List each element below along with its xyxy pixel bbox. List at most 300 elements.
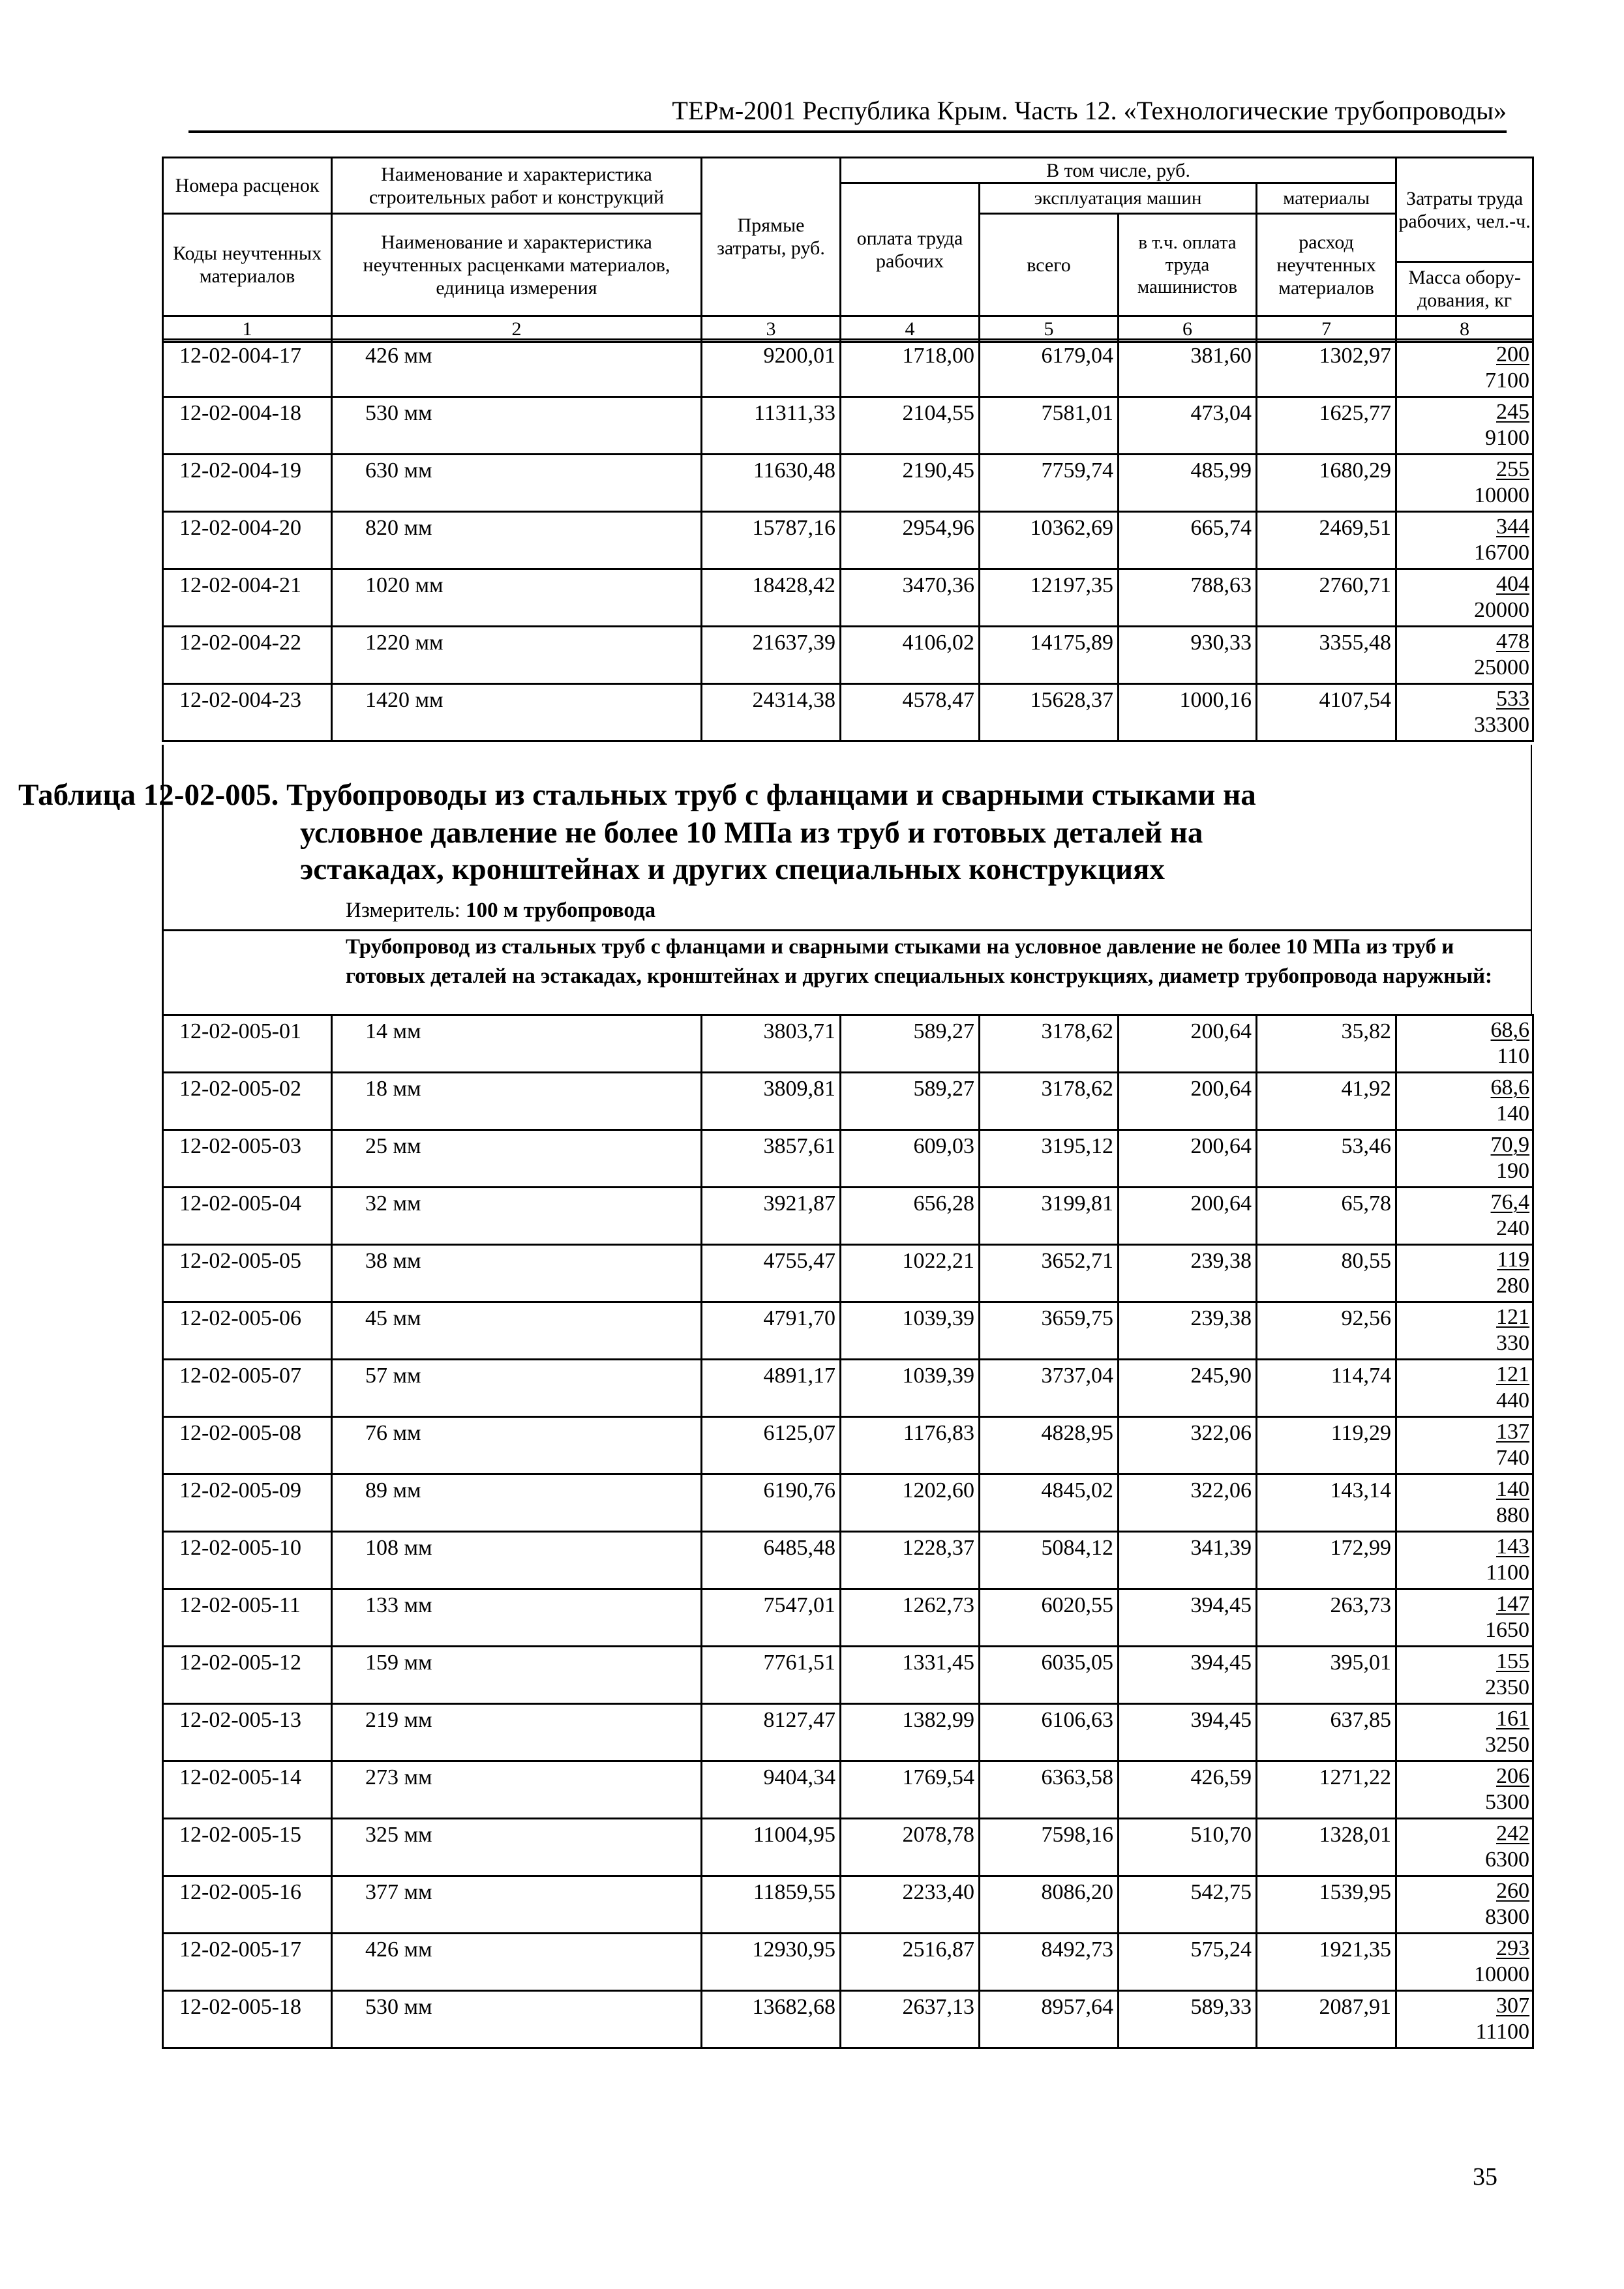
labor-and-mass xyxy=(1396,1761,1533,1819)
header-machinists-pay: в т.ч. оплата труда машинистов xyxy=(1119,214,1257,316)
direct-costs: 21637,39 xyxy=(702,627,841,684)
rate-code: 12-02-004-19 xyxy=(163,455,332,512)
materials-cost: 1271,22 xyxy=(1257,1761,1396,1819)
labor-hours: 200 xyxy=(1496,342,1529,367)
rate-code: 12-02-005-08 xyxy=(163,1417,332,1474)
rate-code: 12-02-004-23 xyxy=(163,684,332,741)
direct-costs: 11311,33 xyxy=(702,397,841,455)
materials-cost: 1302,97 xyxy=(1257,340,1396,397)
labor-hours: 68,6 xyxy=(1490,1075,1529,1100)
direct-costs: 11004,95 xyxy=(702,1819,841,1876)
labor-and-mass xyxy=(1396,1819,1533,1876)
machines-total: 8492,73 xyxy=(980,1934,1119,1991)
table-row xyxy=(163,397,1533,455)
equipment-mass: 110 xyxy=(1497,1044,1529,1068)
table-12-02-005-rows xyxy=(162,1014,1534,2049)
table-header xyxy=(162,157,1534,343)
machines-total: 6363,58 xyxy=(980,1761,1119,1819)
labor-pay: 2190,45 xyxy=(841,455,980,512)
table-row xyxy=(163,627,1533,684)
header-labor-pay: оплата труда рабочих xyxy=(841,183,980,316)
equipment-mass: 740 xyxy=(1496,1446,1529,1470)
table-title-line-3: эстакадах, кронштейнах и других специальных конструкциях xyxy=(300,852,1165,886)
machinists-pay: 510,70 xyxy=(1119,1819,1257,1876)
pipe-diameter: 820 мм xyxy=(332,512,702,569)
table-row xyxy=(163,340,1533,397)
table-row xyxy=(163,569,1533,627)
direct-costs: 3857,61 xyxy=(702,1130,841,1188)
labor-pay: 1202,60 xyxy=(841,1474,980,1532)
rate-code: 12-02-005-02 xyxy=(163,1073,332,1130)
pipe-diameter: 89 мм xyxy=(332,1474,702,1532)
column-number: 3 xyxy=(702,316,841,342)
direct-costs: 4791,70 xyxy=(702,1302,841,1360)
machinists-pay: 394,45 xyxy=(1119,1647,1257,1704)
column-number: 1 xyxy=(163,316,332,342)
direct-costs: 24314,38 xyxy=(702,684,841,741)
table-row xyxy=(163,1474,1533,1532)
pipe-diameter: 630 мм xyxy=(332,455,702,512)
labor-pay: 609,03 xyxy=(841,1130,980,1188)
equipment-mass: 280 xyxy=(1496,1274,1529,1298)
header-unaccounted-codes: Коды неучтенных материалов xyxy=(163,214,332,316)
rate-code: 12-02-004-17 xyxy=(163,340,332,397)
rate-code: 12-02-005-04 xyxy=(163,1188,332,1245)
header-work-name: Наименование и характеристика строительных работ и конструкций xyxy=(332,158,702,214)
rate-code: 12-02-005-14 xyxy=(163,1761,332,1819)
rate-code: 12-02-005-17 xyxy=(163,1934,332,1991)
direct-costs: 4891,17 xyxy=(702,1360,841,1417)
header-including: В том числе, руб. xyxy=(841,158,1396,183)
table-row xyxy=(163,1360,1533,1417)
rate-code: 12-02-005-12 xyxy=(163,1647,332,1704)
labor-and-mass xyxy=(1396,1360,1533,1417)
machines-total: 3195,12 xyxy=(980,1130,1119,1188)
table-row xyxy=(163,1188,1533,1245)
header-machines-total: всего xyxy=(980,214,1119,316)
table-row xyxy=(163,512,1533,569)
pipe-diameter: 18 мм xyxy=(332,1073,702,1130)
pipe-diameter: 1420 мм xyxy=(332,684,702,741)
machines-total: 4845,02 xyxy=(980,1474,1119,1532)
pipe-diameter: 32 мм xyxy=(332,1188,702,1245)
labor-and-mass xyxy=(1396,397,1533,455)
machinists-pay: 239,38 xyxy=(1119,1302,1257,1360)
machines-total: 10362,69 xyxy=(980,512,1119,569)
machines-total: 7598,16 xyxy=(980,1819,1119,1876)
machinists-pay: 341,39 xyxy=(1119,1532,1257,1589)
labor-hours: 76,4 xyxy=(1490,1190,1529,1214)
equipment-mass: 240 xyxy=(1496,1216,1529,1240)
machinists-pay: 245,90 xyxy=(1119,1360,1257,1417)
running-head-text: ТЕРм-2001 Республика Крым. Часть 12. «Технологические трубопроводы» xyxy=(672,96,1507,125)
table-row xyxy=(163,1073,1533,1130)
rate-code: 12-02-004-20 xyxy=(163,512,332,569)
table-row xyxy=(163,1245,1533,1302)
direct-costs: 6485,48 xyxy=(702,1532,841,1589)
labor-pay: 4106,02 xyxy=(841,627,980,684)
equipment-mass: 190 xyxy=(1496,1159,1529,1183)
materials-cost: 1539,95 xyxy=(1257,1876,1396,1934)
direct-costs: 6190,76 xyxy=(702,1474,841,1532)
labor-pay: 2104,55 xyxy=(841,397,980,455)
labor-pay: 589,27 xyxy=(841,1015,980,1073)
machinists-pay: 200,64 xyxy=(1119,1130,1257,1188)
labor-pay: 3470,36 xyxy=(841,569,980,627)
labor-hours: 147 xyxy=(1496,1592,1529,1616)
labor-hours: 143 xyxy=(1496,1534,1529,1559)
pipe-diameter: 108 мм xyxy=(332,1532,702,1589)
labor-hours: 533 xyxy=(1496,687,1529,711)
labor-and-mass xyxy=(1396,1073,1533,1130)
labor-and-mass xyxy=(1396,627,1533,684)
table-row xyxy=(163,684,1533,741)
labor-and-mass xyxy=(1396,1245,1533,1302)
materials-cost: 1921,35 xyxy=(1257,1934,1396,1991)
machinists-pay: 788,63 xyxy=(1119,569,1257,627)
direct-costs: 11630,48 xyxy=(702,455,841,512)
pipe-diameter: 76 мм xyxy=(332,1417,702,1474)
labor-and-mass xyxy=(1396,1474,1533,1532)
labor-pay: 656,28 xyxy=(841,1188,980,1245)
direct-costs: 8127,47 xyxy=(702,1704,841,1761)
machines-total: 3652,71 xyxy=(980,1245,1119,1302)
table-row xyxy=(163,1934,1533,1991)
pipe-diameter: 377 мм xyxy=(332,1876,702,1934)
labor-hours: 404 xyxy=(1496,572,1529,596)
equipment-mass: 10000 xyxy=(1474,483,1529,507)
materials-cost: 2087,91 xyxy=(1257,1991,1396,2048)
equipment-mass: 20000 xyxy=(1474,598,1529,622)
pipe-diameter: 426 мм xyxy=(332,340,702,397)
rate-code: 12-02-005-18 xyxy=(163,1991,332,2048)
labor-and-mass xyxy=(1396,1647,1533,1704)
rate-code: 12-02-005-03 xyxy=(163,1130,332,1188)
machines-total: 14175,89 xyxy=(980,627,1119,684)
equipment-mass: 5300 xyxy=(1485,1790,1529,1814)
equipment-mass: 7100 xyxy=(1485,368,1529,393)
pipe-diameter: 45 мм xyxy=(332,1302,702,1360)
measurement-unit-label: Измеритель: xyxy=(346,899,460,922)
labor-hours: 307 xyxy=(1496,1994,1529,2018)
labor-pay: 1382,99 xyxy=(841,1704,980,1761)
rate-code: 12-02-004-21 xyxy=(163,569,332,627)
labor-hours: 478 xyxy=(1496,629,1529,653)
machinists-pay: 322,06 xyxy=(1119,1474,1257,1532)
header-materials: материалы xyxy=(1257,183,1396,214)
labor-hours: 68,6 xyxy=(1490,1018,1529,1042)
column-number: 5 xyxy=(980,316,1119,342)
materials-cost: 2469,51 xyxy=(1257,512,1396,569)
table-row xyxy=(163,1819,1533,1876)
labor-hours: 255 xyxy=(1496,457,1529,481)
column-number: 6 xyxy=(1119,316,1257,342)
labor-and-mass xyxy=(1396,1532,1533,1589)
labor-and-mass xyxy=(1396,1704,1533,1761)
rate-code: 12-02-005-09 xyxy=(163,1474,332,1532)
divider xyxy=(162,929,1532,931)
materials-cost: 637,85 xyxy=(1257,1704,1396,1761)
labor-hours: 137 xyxy=(1496,1420,1529,1444)
machines-total: 6106,63 xyxy=(980,1704,1119,1761)
header-unaccounted-names: Наименование и характеристика неучтенных расценками материалов, единица измерения xyxy=(332,214,702,316)
direct-costs: 7547,01 xyxy=(702,1589,841,1647)
machines-total: 8957,64 xyxy=(980,1991,1119,2048)
machines-total: 3178,62 xyxy=(980,1015,1119,1073)
direct-costs: 11859,55 xyxy=(702,1876,841,1934)
labor-pay: 1039,39 xyxy=(841,1360,980,1417)
machines-total: 15628,37 xyxy=(980,684,1119,741)
materials-cost: 41,92 xyxy=(1257,1073,1396,1130)
table-12-02-004-rows xyxy=(162,338,1534,742)
table-row xyxy=(163,1532,1533,1589)
materials-cost: 1680,29 xyxy=(1257,455,1396,512)
labor-pay: 1176,83 xyxy=(841,1417,980,1474)
labor-hours: 344 xyxy=(1496,515,1529,539)
header-direct-costs: Прямые затраты, руб. xyxy=(702,158,841,316)
machinists-pay: 200,64 xyxy=(1119,1015,1257,1073)
equipment-mass: 9100 xyxy=(1485,426,1529,450)
machinists-pay: 485,99 xyxy=(1119,455,1257,512)
table-row xyxy=(163,1589,1533,1647)
labor-pay: 1718,00 xyxy=(841,340,980,397)
materials-cost: 172,99 xyxy=(1257,1532,1396,1589)
direct-costs: 15787,16 xyxy=(702,512,841,569)
pipe-diameter: 159 мм xyxy=(332,1647,702,1704)
machinists-pay: 542,75 xyxy=(1119,1876,1257,1934)
equipment-mass: 33300 xyxy=(1474,713,1529,737)
machines-total: 7581,01 xyxy=(980,397,1119,455)
direct-costs: 9404,34 xyxy=(702,1761,841,1819)
equipment-mass: 11100 xyxy=(1475,2020,1529,2044)
pipe-diameter: 273 мм xyxy=(332,1761,702,1819)
equipment-mass: 2350 xyxy=(1485,1675,1529,1699)
labor-hours: 70,9 xyxy=(1490,1133,1529,1157)
machinists-pay: 665,74 xyxy=(1119,512,1257,569)
equipment-mass: 16700 xyxy=(1474,541,1529,565)
table-title-line-1: Таблица 12-02-005. Трубопроводы из стальных труб с фланцами и сварными стыками на xyxy=(18,778,1256,812)
machinists-pay: 589,33 xyxy=(1119,1991,1257,2048)
header-machine-operation: эксплуатация машин xyxy=(980,183,1257,214)
table-row xyxy=(163,1130,1533,1188)
machines-total: 3178,62 xyxy=(980,1073,1119,1130)
rate-code: 12-02-005-10 xyxy=(163,1532,332,1589)
column-number: 4 xyxy=(841,316,980,342)
direct-costs: 3921,87 xyxy=(702,1188,841,1245)
labor-hours: 161 xyxy=(1496,1707,1529,1731)
labor-and-mass xyxy=(1396,455,1533,512)
direct-costs: 4755,47 xyxy=(702,1245,841,1302)
materials-cost: 80,55 xyxy=(1257,1245,1396,1302)
machines-total: 6035,05 xyxy=(980,1647,1119,1704)
labor-pay: 1331,45 xyxy=(841,1647,980,1704)
labor-pay: 2637,13 xyxy=(841,1991,980,2048)
rate-code: 12-02-005-13 xyxy=(163,1704,332,1761)
labor-pay: 1039,39 xyxy=(841,1302,980,1360)
rate-code: 12-02-005-11 xyxy=(163,1589,332,1647)
materials-cost: 395,01 xyxy=(1257,1647,1396,1704)
header-materials-consumption: расход неучтенных материалов xyxy=(1257,214,1396,316)
equipment-mass: 8300 xyxy=(1485,1905,1529,1929)
equipment-mass: 880 xyxy=(1496,1503,1529,1527)
header-labor-hours: Затраты труда рабочих, чел.-ч. xyxy=(1396,158,1533,262)
equipment-mass: 3250 xyxy=(1485,1733,1529,1757)
materials-cost: 3355,48 xyxy=(1257,627,1396,684)
machinists-pay: 1000,16 xyxy=(1119,684,1257,741)
pipe-diameter: 426 мм xyxy=(332,1934,702,1991)
pipe-diameter: 38 мм xyxy=(332,1245,702,1302)
equipment-mass: 25000 xyxy=(1474,655,1529,680)
pipe-diameter: 219 мм xyxy=(332,1704,702,1761)
labor-and-mass xyxy=(1396,1302,1533,1360)
pipe-diameter: 1020 мм xyxy=(332,569,702,627)
labor-hours: 293 xyxy=(1496,1936,1529,1960)
direct-costs: 3809,81 xyxy=(702,1073,841,1130)
labor-and-mass xyxy=(1396,1876,1533,1934)
labor-pay: 4578,47 xyxy=(841,684,980,741)
materials-cost: 35,82 xyxy=(1257,1015,1396,1073)
equipment-mass: 10000 xyxy=(1474,1962,1529,1986)
pipe-diameter: 530 мм xyxy=(332,1991,702,2048)
labor-and-mass xyxy=(1396,569,1533,627)
materials-cost: 114,74 xyxy=(1257,1360,1396,1417)
direct-costs: 3803,71 xyxy=(702,1015,841,1073)
equipment-mass: 1650 xyxy=(1485,1618,1529,1642)
labor-and-mass xyxy=(1396,1130,1533,1188)
rate-code: 12-02-005-06 xyxy=(163,1302,332,1360)
column-number: 7 xyxy=(1257,316,1396,342)
direct-costs: 9200,01 xyxy=(702,340,841,397)
table-row xyxy=(163,1991,1533,2048)
equipment-mass: 440 xyxy=(1496,1388,1529,1413)
labor-and-mass xyxy=(1396,684,1533,741)
table-section-description: Трубопровод из стальных труб с фланцами и сварными стыками на условное давление не более 10 МПа из труб и готовых деталей на эстакадах, кронштейнах и других специальных конструкциях, диаметр трубопровода наружный: xyxy=(346,935,1493,988)
table-title-line-2: условное давление не более 10 МПа из труб и готовых деталей на xyxy=(300,816,1203,850)
labor-pay: 1769,54 xyxy=(841,1761,980,1819)
labor-and-mass xyxy=(1396,1188,1533,1245)
pipe-diameter: 325 мм xyxy=(332,1819,702,1876)
labor-pay: 2078,78 xyxy=(841,1819,980,1876)
table-row xyxy=(163,1302,1533,1360)
materials-cost: 143,14 xyxy=(1257,1474,1396,1532)
rate-code: 12-02-005-05 xyxy=(163,1245,332,1302)
materials-cost: 263,73 xyxy=(1257,1589,1396,1647)
labor-and-mass xyxy=(1396,1417,1533,1474)
labor-hours: 155 xyxy=(1496,1649,1529,1673)
measurement-unit xyxy=(346,897,655,923)
table-row xyxy=(163,1647,1533,1704)
labor-hours: 121 xyxy=(1496,1305,1529,1329)
direct-costs: 13682,68 xyxy=(702,1991,841,2048)
equipment-mass: 140 xyxy=(1496,1101,1529,1126)
machinists-pay: 381,60 xyxy=(1119,340,1257,397)
labor-and-mass xyxy=(1396,1991,1533,2048)
pipe-diameter: 57 мм xyxy=(332,1360,702,1417)
direct-costs: 7761,51 xyxy=(702,1647,841,1704)
machines-total: 8086,20 xyxy=(980,1876,1119,1934)
machinists-pay: 322,06 xyxy=(1119,1417,1257,1474)
materials-cost: 92,56 xyxy=(1257,1302,1396,1360)
machines-total: 3737,04 xyxy=(980,1360,1119,1417)
labor-hours: 242 xyxy=(1496,1821,1529,1846)
equipment-mass: 330 xyxy=(1496,1331,1529,1355)
equipment-mass: 1100 xyxy=(1486,1561,1529,1585)
equipment-mass: 6300 xyxy=(1485,1848,1529,1872)
labor-hours: 260 xyxy=(1496,1879,1529,1903)
machines-total: 6179,04 xyxy=(980,340,1119,397)
machinists-pay: 473,04 xyxy=(1119,397,1257,455)
table-row xyxy=(163,455,1533,512)
header-equipment-mass: Масса обору-дования, кг xyxy=(1396,262,1533,316)
materials-cost: 65,78 xyxy=(1257,1188,1396,1245)
pipe-diameter: 1220 мм xyxy=(332,627,702,684)
labor-hours: 245 xyxy=(1496,400,1529,424)
materials-cost: 1328,01 xyxy=(1257,1819,1396,1876)
machinists-pay: 200,64 xyxy=(1119,1188,1257,1245)
page-number: 35 xyxy=(1473,2163,1497,2191)
table-row xyxy=(163,1417,1533,1474)
labor-pay: 1022,21 xyxy=(841,1245,980,1302)
machines-total: 6020,55 xyxy=(980,1589,1119,1647)
machines-total: 3199,81 xyxy=(980,1188,1119,1245)
direct-costs: 6125,07 xyxy=(702,1417,841,1474)
labor-and-mass xyxy=(1396,512,1533,569)
rate-code: 12-02-004-22 xyxy=(163,627,332,684)
rate-code: 12-02-004-18 xyxy=(163,397,332,455)
labor-pay: 2233,40 xyxy=(841,1876,980,1934)
pipe-diameter: 25 мм xyxy=(332,1130,702,1188)
rate-code: 12-02-005-15 xyxy=(163,1819,332,1876)
machinists-pay: 239,38 xyxy=(1119,1245,1257,1302)
labor-and-mass xyxy=(1396,1015,1533,1073)
machinists-pay: 200,64 xyxy=(1119,1073,1257,1130)
pipe-diameter: 530 мм xyxy=(332,397,702,455)
machines-total: 4828,95 xyxy=(980,1417,1119,1474)
table-row xyxy=(163,1876,1533,1934)
header-rate-numbers: Номера расценок xyxy=(163,158,332,214)
labor-and-mass xyxy=(1396,340,1533,397)
labor-hours: 140 xyxy=(1496,1477,1529,1501)
labor-pay: 1262,73 xyxy=(841,1589,980,1647)
materials-cost: 1625,77 xyxy=(1257,397,1396,455)
rate-code: 12-02-005-16 xyxy=(163,1876,332,1934)
machines-total: 5084,12 xyxy=(980,1532,1119,1589)
machinists-pay: 394,45 xyxy=(1119,1589,1257,1647)
machines-total: 3659,75 xyxy=(980,1302,1119,1360)
table-row xyxy=(163,1761,1533,1819)
rate-code: 12-02-005-01 xyxy=(163,1015,332,1073)
labor-hours: 121 xyxy=(1496,1362,1529,1386)
measurement-unit-value: 100 м трубопровода xyxy=(466,899,656,922)
materials-cost: 53,46 xyxy=(1257,1130,1396,1188)
labor-and-mass xyxy=(1396,1934,1533,1991)
machinists-pay: 575,24 xyxy=(1119,1934,1257,1991)
labor-pay: 2516,87 xyxy=(841,1934,980,1991)
machines-total: 12197,35 xyxy=(980,569,1119,627)
direct-costs: 18428,42 xyxy=(702,569,841,627)
materials-cost: 4107,54 xyxy=(1257,684,1396,741)
machinists-pay: 394,45 xyxy=(1119,1704,1257,1761)
labor-pay: 1228,37 xyxy=(841,1532,980,1589)
machinists-pay: 426,59 xyxy=(1119,1761,1257,1819)
labor-hours: 206 xyxy=(1496,1764,1529,1788)
labor-hours: 119 xyxy=(1497,1248,1529,1272)
machines-total: 7759,74 xyxy=(980,455,1119,512)
materials-cost: 2760,71 xyxy=(1257,569,1396,627)
table-row xyxy=(163,1704,1533,1761)
running-head xyxy=(188,98,1507,133)
materials-cost: 119,29 xyxy=(1257,1417,1396,1474)
